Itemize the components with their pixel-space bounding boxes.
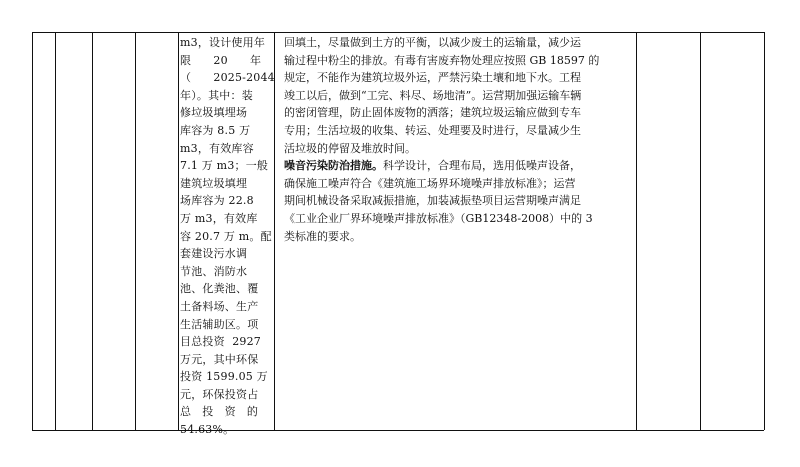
- text-line: 目总投资 2927: [180, 335, 261, 349]
- text-line: 投资 1599.05 万: [180, 370, 268, 384]
- text-line: 土备料场、生产: [180, 299, 259, 313]
- noise-paragraph: [284, 157, 632, 175]
- text-line: 输过程中粉尘的排放。有毒有害废弃物处理应按照 GB 18597 的: [284, 53, 600, 67]
- text-line: 确保施工噪声符合《建筑施工场界环境噪声排放标准》；运营: [284, 176, 576, 190]
- text-line: 总 投 资 的: [180, 405, 259, 419]
- text-line: 建筑垃圾填埋: [180, 176, 248, 190]
- text-line: 54.63%。: [180, 423, 235, 437]
- text-line: 容 20.7 万 m。配: [180, 229, 272, 243]
- text-line: 场库容为 22.8: [180, 194, 254, 208]
- text-line: 池、化粪池、覆: [180, 282, 259, 296]
- text-line: 节池、消防水: [180, 264, 248, 278]
- text-line: m3，设计使用年: [180, 36, 266, 49]
- col-border: [55, 32, 56, 430]
- col-border: [32, 32, 33, 430]
- text-line: 回填土，尽量做到土方的平衡，以减少废土的运输量，减少运: [284, 36, 581, 49]
- text-line: 活垃圾的停留及堆放时间。: [284, 141, 416, 155]
- col-border: [92, 32, 93, 430]
- text-line: 万 m3，有效库: [180, 211, 258, 225]
- table-bottom-border: [32, 430, 764, 431]
- text-line: 修垃圾填埋场: [180, 106, 248, 120]
- text-line: 类标准的要求。: [284, 229, 361, 243]
- text-line: 限 20 年: [180, 53, 262, 67]
- noise-section-title: 噪音污染防治措施。: [284, 159, 383, 173]
- text-line: 规定，不能作为建筑垃圾外运，严禁污染土壤和地下水。工程: [284, 71, 581, 85]
- col-border: [636, 32, 637, 430]
- text-line: 库容为 8.5 万: [180, 123, 251, 137]
- text-line: 专用；生活垃圾的收集、转运、处理要及时进行，尽量减少生: [284, 123, 581, 137]
- text-line: 的密闭管理，防止固体废物的洒落；建筑垃圾运输应做到专车: [284, 106, 581, 120]
- text-line: 万元，其中环保: [180, 352, 259, 366]
- text-line: 生活辅助区。项: [180, 317, 259, 331]
- text-line: 期间机械设备采取减振措施，加装减振垫项目运营期噪声满足: [284, 194, 581, 208]
- project-scale-cell: [180, 34, 275, 439]
- text-line: 科学设计，合理布局，选用低噪声设备，: [383, 159, 581, 173]
- col-border: [178, 32, 179, 430]
- text-line: m3，有效库容: [180, 141, 254, 155]
- text-line: 《工业企业厂界环境噪声排放标准》（GB12348-2008）中的 3: [284, 211, 593, 225]
- text-line: 元，环保投资占: [180, 387, 259, 401]
- measures-cell: [284, 34, 632, 245]
- col-border: [135, 32, 136, 430]
- text-line: 套建设污水调: [180, 247, 248, 261]
- col-border: [274, 32, 275, 430]
- col-border: [764, 32, 765, 430]
- text-line: 7.1 万 m3；一般: [180, 159, 269, 173]
- text-line: 竣工以后，做到“工完、料尽、场地清”。运营期加强运输车辆: [284, 88, 582, 102]
- table-top-border: [32, 32, 764, 33]
- text-line: 年）。其中：装: [180, 88, 253, 102]
- text-line: （ 2025-2044: [180, 71, 275, 85]
- col-border: [700, 32, 701, 430]
